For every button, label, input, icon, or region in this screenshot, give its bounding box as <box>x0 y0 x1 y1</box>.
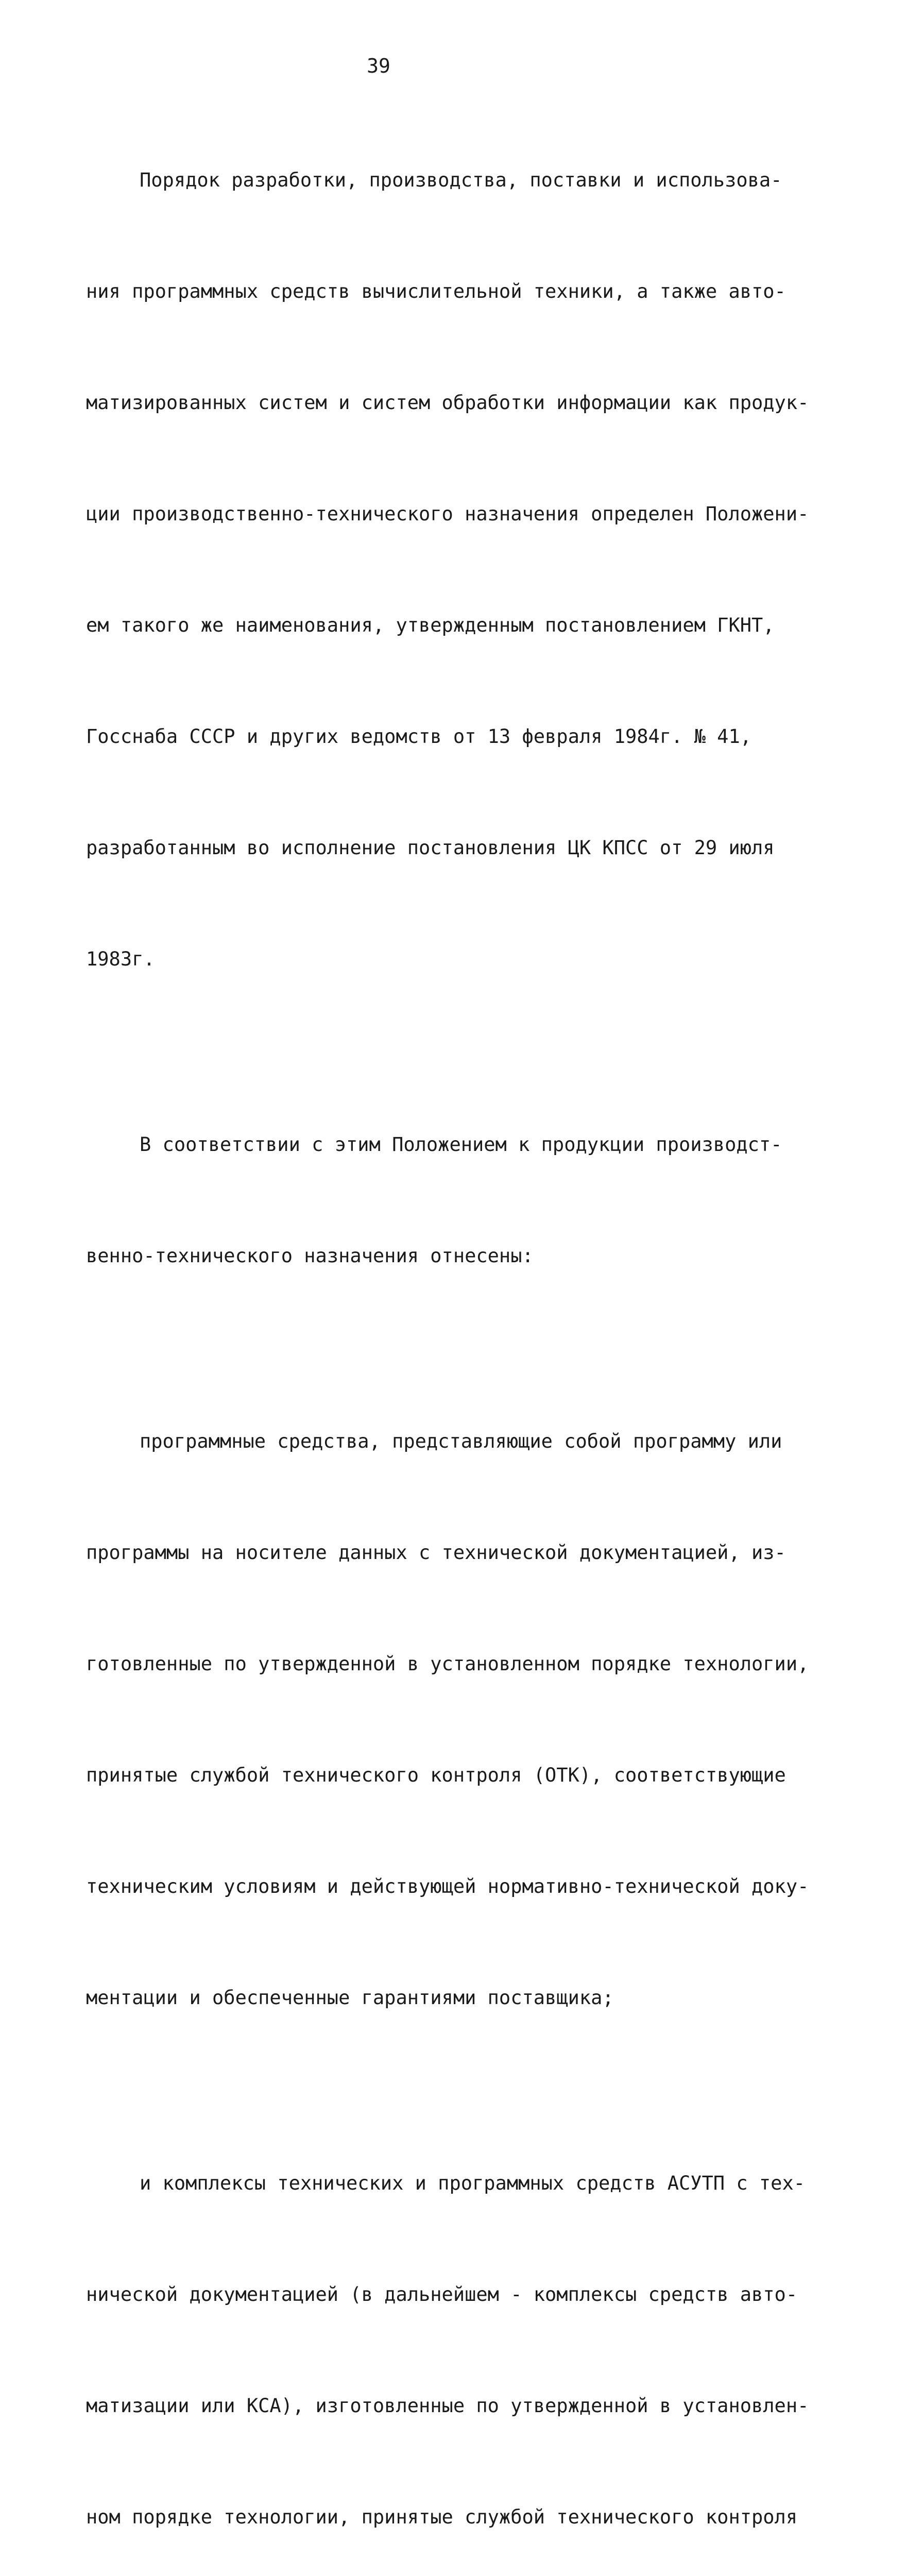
paragraph-3 <box>86 1349 809 2091</box>
page-number: 39 <box>367 55 390 77</box>
text-line: принятые службой технического контроля (ОТК), соответствующие <box>86 1764 786 1786</box>
text-line: ции производственно-технического назначения определен Положени- <box>86 503 809 525</box>
text-line: нической документацией (в дальнейшем - комплексы средств авто- <box>86 2283 798 2306</box>
text-line: ем такого же наименования, утвержденным постановлением ГКНТ, <box>86 614 775 636</box>
text-line: программы на носителе данных с технической документацией, из- <box>86 1541 786 1564</box>
text-line: венно-технического назначения отнесены: <box>86 1245 534 1267</box>
body-text <box>86 88 809 2576</box>
text-line: матизированных систем и систем обработки информации как продук- <box>86 392 809 414</box>
paragraph-2 <box>86 1052 805 1349</box>
text-line: ном порядке технологии, принятые службой технического контроля <box>86 2506 798 2528</box>
text-line: Порядок разработки, производства, поставки и использова- <box>140 169 782 191</box>
text-line: Госснаба СССР и других ведомств от 13 февраля 1984г. № 41, <box>86 725 752 748</box>
text-line: В соответствии с этим Положением к продукции производст- <box>140 1133 782 1156</box>
paragraph-4 <box>86 2091 809 2576</box>
text-line: ния программных средств вычислительной техники, а также авто- <box>86 280 786 302</box>
paragraph-1 <box>86 88 809 1052</box>
text-line: матизации или КСА), изготовленные по утвержденной в установлен- <box>86 2395 809 2417</box>
text-line: 1983г. <box>86 948 155 970</box>
text-line: и комплексы технических и программных средств АСУТП с тех- <box>140 2172 806 2194</box>
text-line: программные средства, представляющие собой программу или <box>140 1430 782 1452</box>
text-line: ментации и обеспеченные гарантиями поставщика; <box>86 1987 614 2009</box>
text-line: готовленные по утвержденной в установленном порядке технологии, <box>86 1653 809 1675</box>
text-line: техническим условиям и действующей нормативно-технической доку- <box>86 1875 809 1897</box>
text-line: разработанным во исполнение постановления ЦК КПСС от 29 июля <box>86 837 775 859</box>
